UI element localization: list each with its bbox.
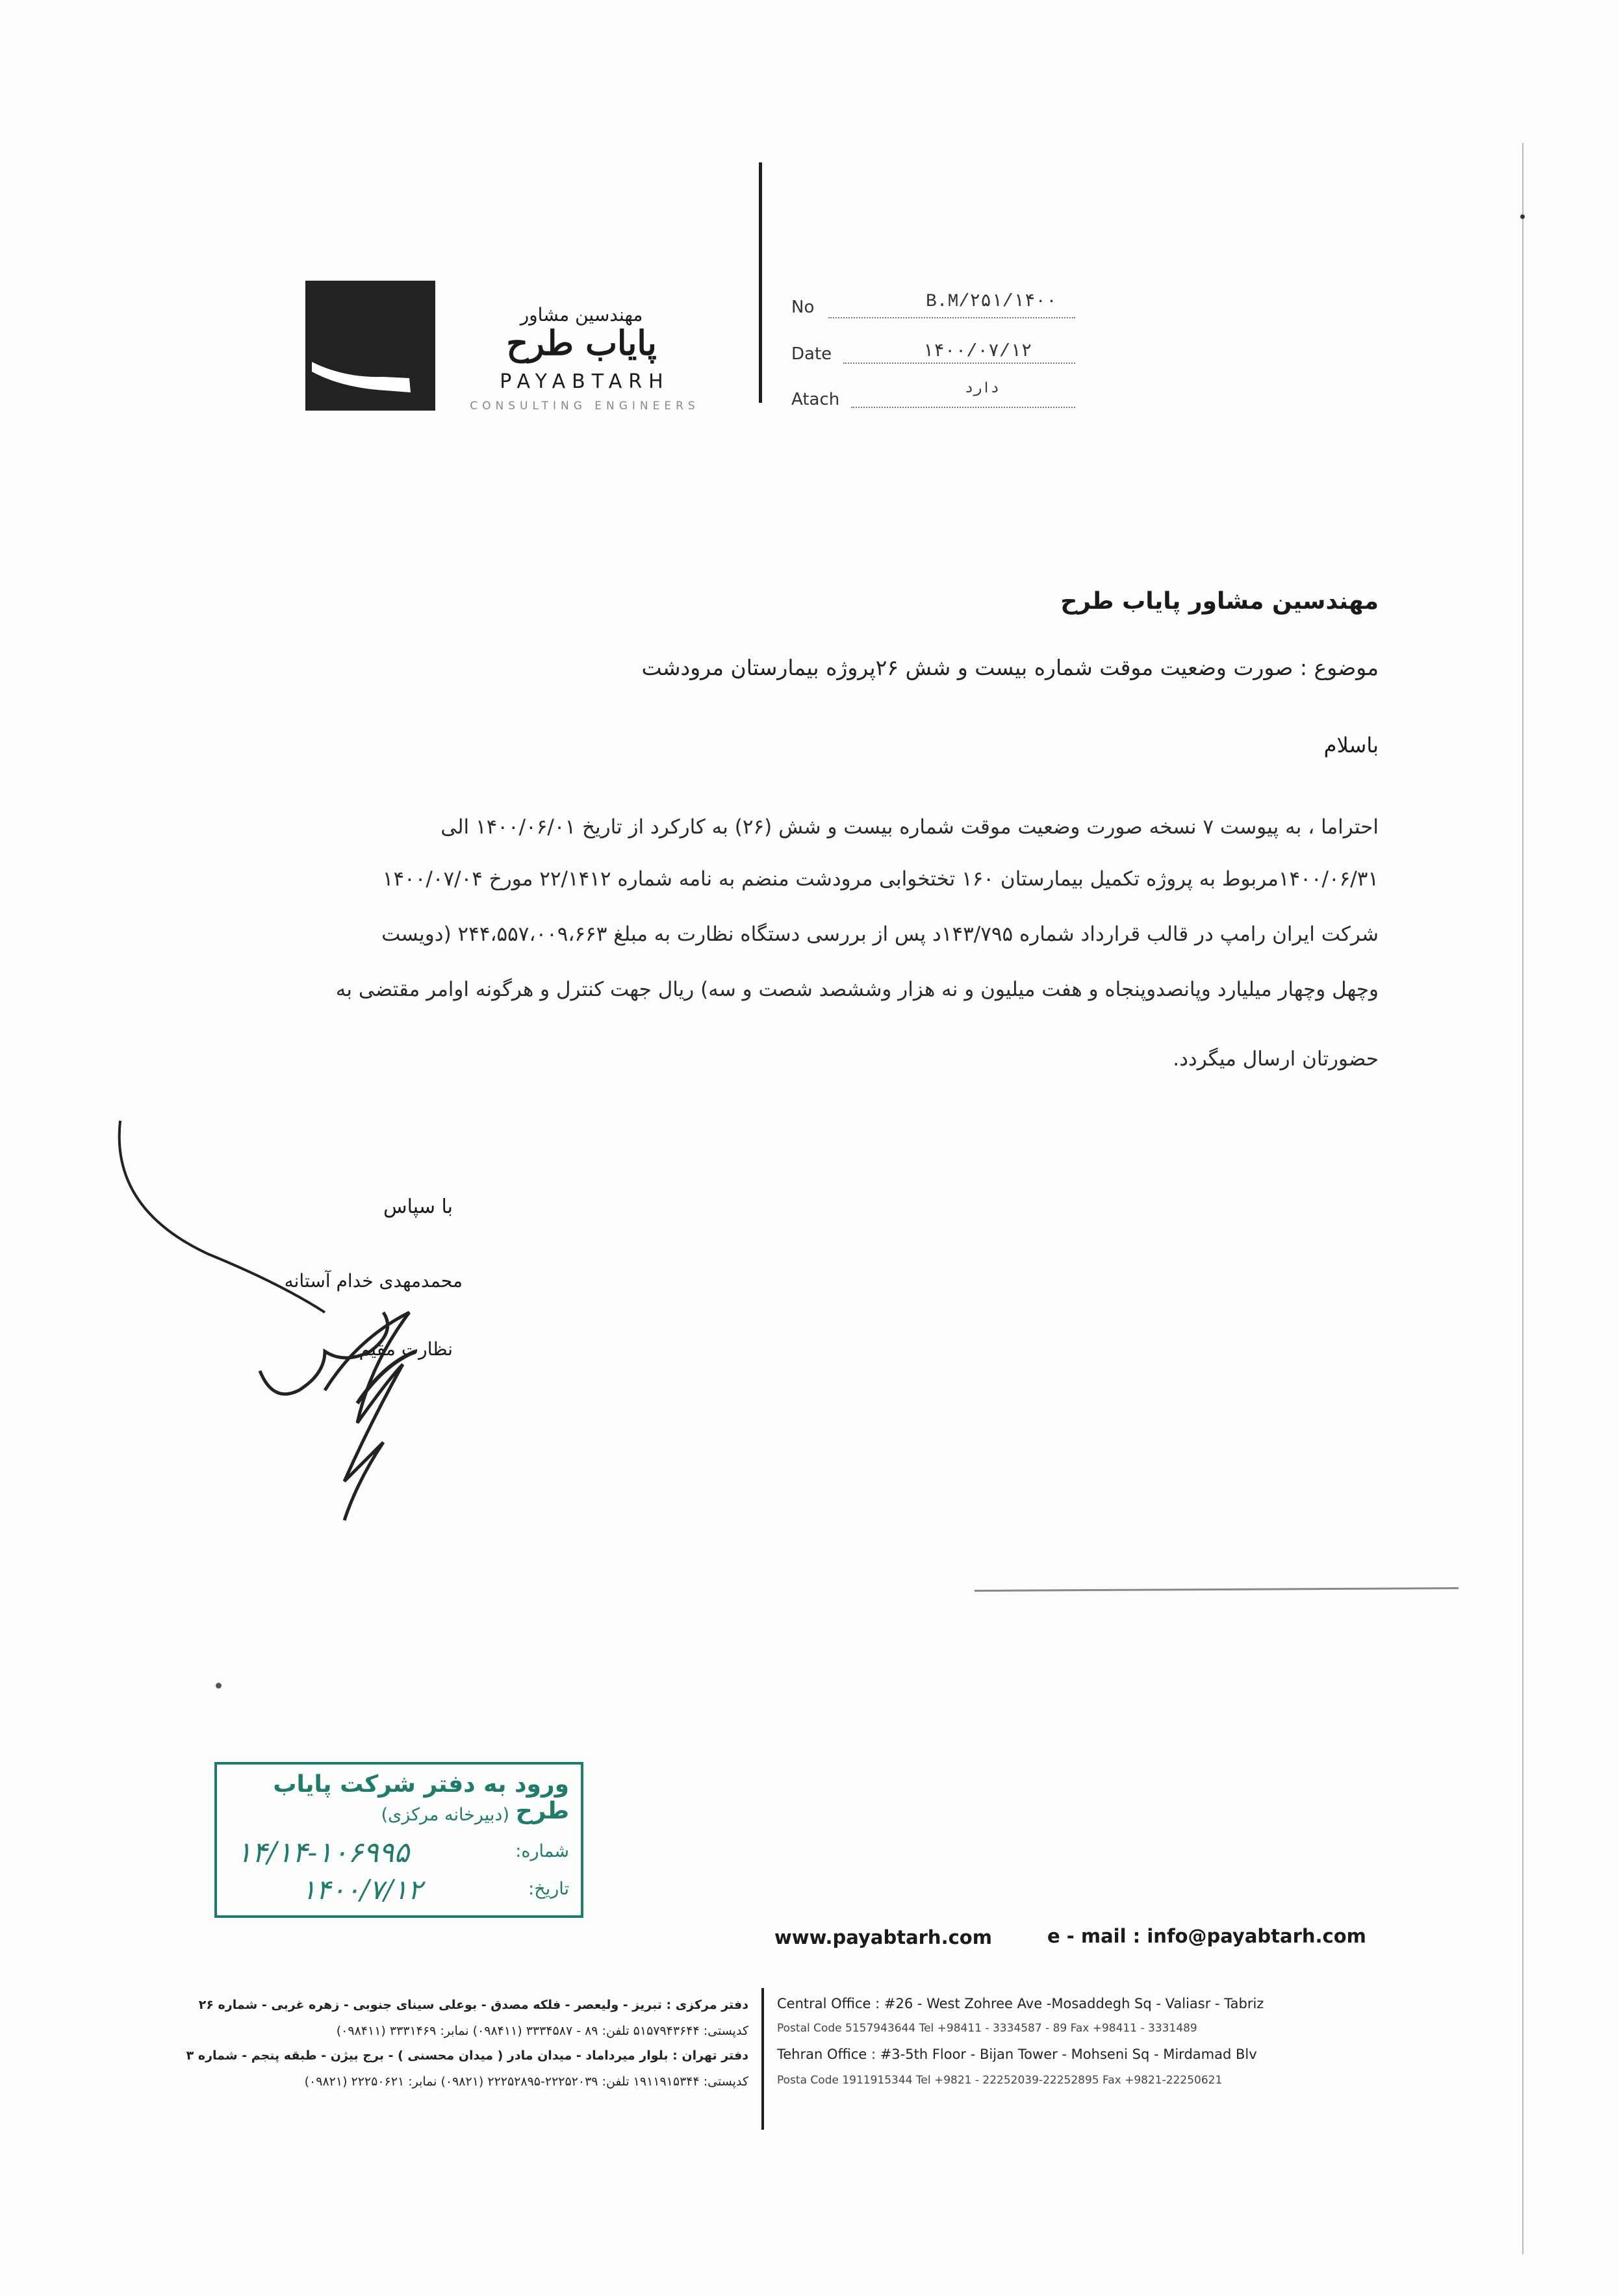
- scan-edge-line: [1522, 143, 1523, 2254]
- attach-label: Atach: [791, 390, 840, 409]
- tehran-office-address-fa: دفتر تهران : بلوار میرداماد - میدان مادر ( میدان محسنی ) - برج بیژن - طبقه پنجم - شماره ۳: [186, 2048, 748, 2063]
- stamp-subtitle: (دبیرخانه مرکزی): [381, 1805, 509, 1825]
- signer-title: نظارت مقیم: [359, 1338, 453, 1360]
- stamp-date-value: ۱۴۰۰/۷/۱۲: [301, 1874, 423, 1906]
- attach-value: دارد: [965, 381, 999, 397]
- stamp-title: ورود به دفتر شرکت پایاب طرح: [273, 1771, 569, 1824]
- header-divider: [759, 162, 762, 403]
- attach-dots: [851, 407, 1075, 408]
- brand-subtitle: CONSULTING ENGINEERS: [470, 400, 700, 413]
- tehran-office-address: Tehran Office : #3-5th Floor - Bijan Tower - Mohseni Sq - Mirdamad Blv: [777, 2047, 1257, 2062]
- central-office-address-fa: دفتر مرکزی : تبریز - ولیعصر - فلکه مصدق - بوعلی سینای جنوبی - زهره غربی - شماره ۲۶: [198, 1998, 748, 2012]
- ink-dot: [216, 1683, 222, 1689]
- tehran-office-contact: Posta Code 1911915344 Tel +9821 - 22252039-22252895 Fax +9821-22250621: [777, 2074, 1223, 2087]
- addressee: مهندسین مشاور پایاب طرح: [1060, 588, 1379, 615]
- website-link[interactable]: www.payabtarh.com: [774, 1926, 992, 1948]
- body-line: ۱۴۰۰/۰۶/۳۱مربوط به پروژه تکمیل بیمارستان ۱۶۰ تختخوابی مرودشت منضم به نامه شماره ۲۲/۱۴۱۲ مورخ ۱۴۰۰/۰۷/۰۴: [382, 867, 1379, 891]
- scan-dot: [1520, 214, 1525, 219]
- number-dots: [828, 317, 1075, 318]
- greeting: باسلام: [1323, 733, 1379, 758]
- footer-divider: [761, 1988, 764, 2130]
- date-label: Date: [791, 344, 832, 364]
- brand-small-persian: مهندسین مشاور: [520, 304, 643, 325]
- tehran-office-contact-fa: کدپستی: ۱۹۱۱۹۱۵۳۴۴ تلفن: ۲۲۲۵۲۰۳۹-۲۲۲۵۲۸۹۵ (۰۹۸۲۱) نمابر: ۲۲۲۵۰۶۲۱ (۰۹۸۲۱): [304, 2074, 748, 2089]
- subject-line: موضوع : صورت وضعیت موقت شماره بیست و شش ۲۶پروژه بیمارستان مرودشت: [641, 655, 1379, 680]
- central-office-contact-fa: کدپستی: ۵۱۵۷۹۴۳۶۴۴ تلفن: ۸۹ - ۳۳۳۴۵۸۷ (۰۹۸۴۱۱) نمابر: ۳۳۳۱۴۶۹ (۰۹۸۴۱۱): [336, 2024, 748, 2038]
- number-value: B.M/۲۵۱/۱۴۰۰: [926, 292, 1058, 312]
- central-office-address: Central Office : #26 - West Zohree Ave -Mosaddegh Sq - Valiasr - Tabriz: [777, 1996, 1264, 2011]
- number-label: No: [791, 298, 815, 317]
- company-logo: [305, 281, 435, 411]
- brand-persian: پایاب طرح: [506, 324, 657, 363]
- body-line: احتراما ، به پیوست ۷ نسخه صورت وضعیت موقت شماره بیست و شش (۲۶) به کارکرد از تاریخ ۱۴۰۰/۰۶/۰۱ الی: [440, 815, 1379, 839]
- email-link[interactable]: e - mail : info@payabtarh.com: [1047, 1925, 1366, 1947]
- date-dots: [843, 363, 1075, 364]
- logo-mark-icon: [305, 281, 435, 411]
- body-line: شرکت ایران رامپ در قالب قرارداد شماره ۱۴۳/۷۹۵د پس از بررسی دستگاه نظارت به مبلغ ۲۴۴،۵۵۷،۰۰۹،۶۶۳ (دویست: [381, 923, 1379, 946]
- body-line: وچهل وچهار میلیارد وپانصدوپنجاه و هفت میلیون و نه هزار وششصد شصت و سه) ریال جهت کنترل و هرگونه اوامر مقتضی به: [335, 978, 1379, 1001]
- signer-name: محمدمهدی خدام آستانه: [284, 1270, 463, 1292]
- stamp-date-label: تاریخ:: [528, 1879, 569, 1899]
- date-value: ۱۴۰۰/۰۷/۱۲: [923, 342, 1032, 362]
- handwritten-signature: [110, 1117, 513, 1540]
- brand-english: PAYABTARH: [500, 370, 670, 393]
- divider-line: [975, 1587, 1459, 1592]
- central-office-contact: Postal Code 5157943644 Tel +98411 - 3334587 - 89 Fax +98411 - 3331489: [777, 2022, 1197, 2035]
- body-line: حضورتان ارسال میگردد.: [1173, 1047, 1379, 1071]
- closing: با سپاس: [383, 1195, 453, 1218]
- stamp-number-label: شماره:: [515, 1841, 569, 1861]
- stamp-number-value: ۱۴/۱۴-۱۰۶۹۹۵: [236, 1836, 410, 1869]
- receipt-stamp: [214, 1762, 583, 1918]
